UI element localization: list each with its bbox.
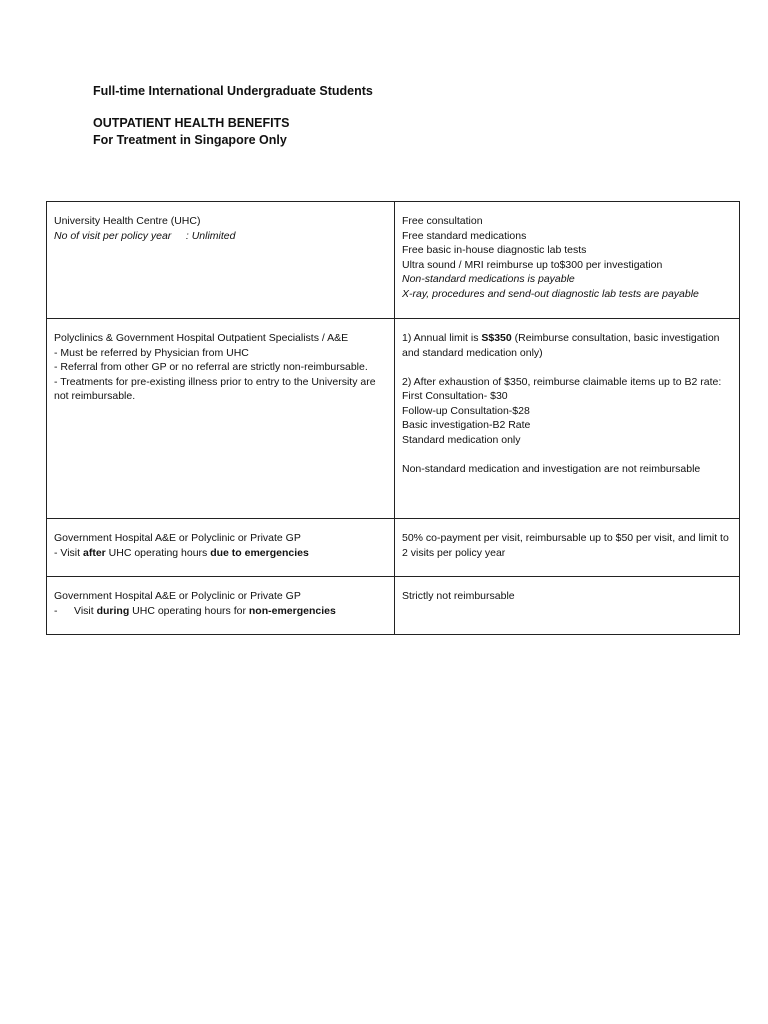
benefit-line: X-ray, procedures and send-out diagnostic lab tests are payable xyxy=(402,287,699,300)
benefit-cell xyxy=(395,319,740,519)
condition-line: - Must be referred by Physician from UHC xyxy=(54,346,249,359)
benefit-line: Ultra sound / MRI reimburse up to$300 per investigation xyxy=(402,258,663,271)
provider-title: Polyclinics & Government Hospital Outpatient Specialists / A&E xyxy=(54,332,349,344)
benefit-line: Free standard medications xyxy=(402,229,527,242)
benefits-table xyxy=(46,201,740,635)
condition-text: - Visit xyxy=(54,546,83,559)
condition-text: UHC operating hours for xyxy=(129,604,249,617)
benefit-line: Free consultation xyxy=(402,215,483,227)
condition-text: UHC operating hours xyxy=(105,546,211,559)
non-standard-note: Non-standard medication and investigation are not reimbursable xyxy=(402,462,701,475)
annual-limit-prefix: 1) Annual limit is xyxy=(402,332,482,344)
table-row xyxy=(47,577,740,635)
benefits-heading: OUTPATIENT HEALTH BENEFITS xyxy=(93,116,290,130)
benefit-cell xyxy=(395,577,740,635)
condition-emphasis: after xyxy=(82,546,106,559)
table-row xyxy=(47,202,740,319)
visit-limit: No of visit per policy year : Unlimited xyxy=(54,229,236,242)
condition-line: - Referral from other GP or no referral are strictly non-reimbursable. xyxy=(54,361,368,373)
benefit-line: 50% co-payment per visit, reimbursable up to $50 per visit, and limit to 2 visits per policy year xyxy=(402,532,729,559)
provider-cell xyxy=(47,319,395,519)
provider-title: University Health Centre (UHC) xyxy=(54,215,201,227)
rate-line: Basic investigation-B2 Rate xyxy=(402,419,531,431)
table-row xyxy=(47,519,740,577)
provider-title: Government Hospital A&E or Polyclinic or Private GP xyxy=(54,532,301,544)
condition-text: Visit xyxy=(74,604,97,617)
spacer xyxy=(402,360,732,375)
annual-limit-amount: S$350 xyxy=(481,332,512,344)
provider-title: Government Hospital A&E or Polyclinic or Private GP xyxy=(54,590,301,602)
benefit-line: Free basic in-house diagnostic lab tests xyxy=(402,244,587,256)
document-title: Full-time International Undergraduate Students xyxy=(93,84,373,98)
spacer xyxy=(402,447,732,462)
condition-emphasis: during xyxy=(96,604,130,617)
provider-cell xyxy=(47,519,395,577)
condition-emphasis: non-emergencies xyxy=(248,604,336,617)
after-limit: 2) After exhaustion of $350, reimburse claimable items up to B2 rate: xyxy=(402,375,722,388)
rate-line: Standard medication only xyxy=(402,433,521,446)
condition-line xyxy=(54,604,387,619)
condition-line xyxy=(54,546,387,561)
annual-limit xyxy=(402,331,732,360)
rate-line: First Consultation- $30 xyxy=(402,390,508,402)
benefit-line: Strictly not reimbursable xyxy=(402,590,515,602)
condition-line: - Treatments for pre-existing illness prior to entry to the University are not reimbursable. xyxy=(54,375,376,402)
rate-line: Follow-up Consultation-$28 xyxy=(402,404,530,417)
benefits-subheading: For Treatment in Singapore Only xyxy=(93,133,287,147)
benefit-line: Non-standard medications is payable xyxy=(402,273,575,285)
benefit-cell xyxy=(395,519,740,577)
table-row xyxy=(47,319,740,519)
condition-emphasis: due to emergencies xyxy=(210,546,309,559)
annual-limit-suffix: (Reimburse consultation, basic investigation and standard medication only) xyxy=(402,332,720,359)
dash-marker: - xyxy=(54,604,58,617)
provider-cell xyxy=(47,202,395,319)
provider-cell xyxy=(47,577,395,635)
benefit-cell xyxy=(395,202,740,319)
